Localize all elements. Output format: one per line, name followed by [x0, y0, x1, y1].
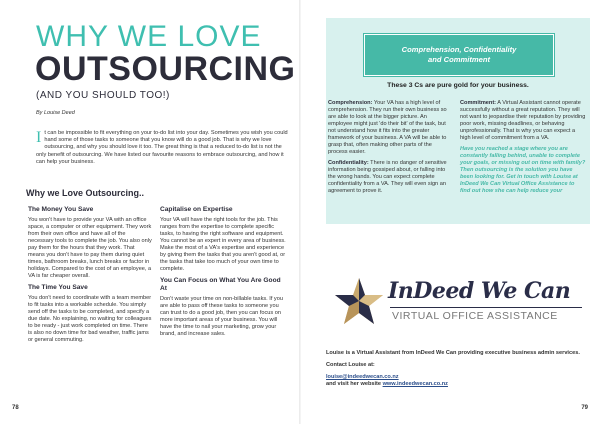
right-page: [300, 0, 600, 424]
commitment-label: Commitment:: [460, 100, 497, 106]
section-body-money: You won't have to provide your VA with an office space, a computer or other equipment. They work from their own office and have all of the necessary tools to complete the job. You also only pay them for the hours that they work. That means you don't have to pay them during quiet times, bathroom breaks, lunch breaks or factor in holidays. Compared to the cost of an employee, a VA is far cheaper overall.: [28, 217, 152, 279]
confidentiality-paragraph: [328, 160, 452, 195]
title-line-1: WHY WE LOVE: [36, 20, 262, 53]
call-to-action: Have you reached a stage where you are constantly falling behind, unable to complete your goals, or missing out on time with family? Then outsourcing is the solution you have been looking for. Get in touch with Louise at InDeed We Can Virtual Office Assistance to find out how she can help reduce your: [460, 146, 586, 194]
logo-divider: [390, 307, 582, 308]
author-bio: [326, 350, 588, 393]
title-line-2: OUTSOURCING: [35, 50, 296, 88]
section-subheading: Why we Love Outsourcing..: [26, 188, 145, 198]
email-link[interactable]: louise@indeedwecan.co.nz: [326, 374, 399, 380]
right-column-2: [460, 100, 586, 199]
bio-text: Louise is a Virtual Assistant from InDeed We Can providing executive business admin services.: [326, 350, 580, 356]
section-heading-money: The Money You Save: [28, 206, 94, 213]
section-heading-time: The Time You Save: [28, 284, 88, 291]
logo-name: InDeed We Can: [388, 278, 571, 304]
right-column-1: [328, 100, 452, 199]
contact-label: Contact Louise at:: [326, 362, 375, 368]
gold-tagline: These 3 Cs are pure gold for your business.: [387, 82, 529, 89]
confidentiality-body: There is no danger of sensitive information being gossiped about, or falling into the wrong hands. You can expect complete confidentiality from a VA. They will even sign an agreement to prove it.: [328, 160, 447, 194]
indeed-we-can-logo: [332, 276, 582, 326]
logo-subtitle: VIRTUAL OFFICE ASSISTANCE: [392, 310, 558, 322]
section-heading-expertise: Capitalise on Expertise: [160, 206, 233, 213]
section-body-focus: Don't waste your time on non-billable tasks. If you are able to pass off these tasks to someone you can trust to do a good job, then you can focus on more important areas of your business. You will have the time to nail your marketing, grow your brand, and increase sales.: [160, 296, 283, 337]
comprehension-paragraph: [328, 100, 452, 156]
website-link[interactable]: www.indeedwecan.co.nz: [382, 381, 448, 387]
confidentiality-label: Confidentiality:: [328, 160, 369, 166]
title-line-3: (AND YOU SHOULD TOO!): [36, 90, 170, 101]
left-column-2: [160, 206, 286, 342]
drop-cap: I: [36, 129, 42, 146]
page-number-right: 79: [581, 405, 588, 411]
banner-line-2: and Commitment: [427, 55, 491, 64]
page-number-left: 78: [12, 405, 19, 411]
comprehension-label: Comprehension:: [328, 100, 373, 106]
byline: By Louise Deed: [36, 110, 75, 116]
section-heading-focus: You Can Focus on What You Are Good At: [160, 277, 281, 292]
banner-line-1: Comprehension, Confidentiality: [401, 45, 517, 54]
intro-text: t can be impossible to fit everything on your to-do list into your day. Sometimes you wish you could hand some of those tasks to someone that you know will do a good job. That is why we love outsourcing, and why you should love it too. The great thing is that a reduced to-do list is not the only benefit of outsourcing. We have listed our favourite reasons to embrace outsourcing, and how it can help your business.: [36, 130, 288, 165]
contact-details: [326, 374, 588, 388]
three-cs-banner: [364, 34, 554, 76]
star-logo-icon: [332, 276, 386, 326]
comprehension-body: Your VA has a high level of comprehension. They run their own business so are able to look at the bigger picture. An employee might just 'do their bit' of the task, but not understand how it fits into the greater framework of your business. A VA will be able to grasp that, often making other parts of the process easier.: [328, 100, 447, 155]
commitment-paragraph: [460, 100, 586, 142]
section-body-expertise: Your VA will have the right tools for the job. This ranges from the expertise to complete specific tasks, to having the right software and equipment. You cannot be an expert in every area of business. Make the most of a VA's expertise and experience by giving them the tasks that you aren't good at, or the tasks that take too much of your own time to complete.: [160, 217, 286, 272]
left-column-1: [28, 206, 152, 348]
intro-paragraph: [36, 130, 288, 166]
section-body-time: You don't need to coordinate with a team member to fit tasks into a workable schedule. You simply send off the tasks to be completed, and specify a due date. No explaining, no waiting for colleagues to be ready - just work completed on time. There is also no down time for bad weather, traffic jams or general commuting.: [28, 295, 152, 343]
website-prefix: and visit her website: [326, 381, 383, 387]
commitment-body: A Virtual Assistant cannot operate successfully without a great reputation. They will not want to jeopardise their reputation by providing poor work, missing deadlines, or behaving unprofessionally. That is why you can expect a high level of commitment from a VA.: [460, 100, 586, 141]
